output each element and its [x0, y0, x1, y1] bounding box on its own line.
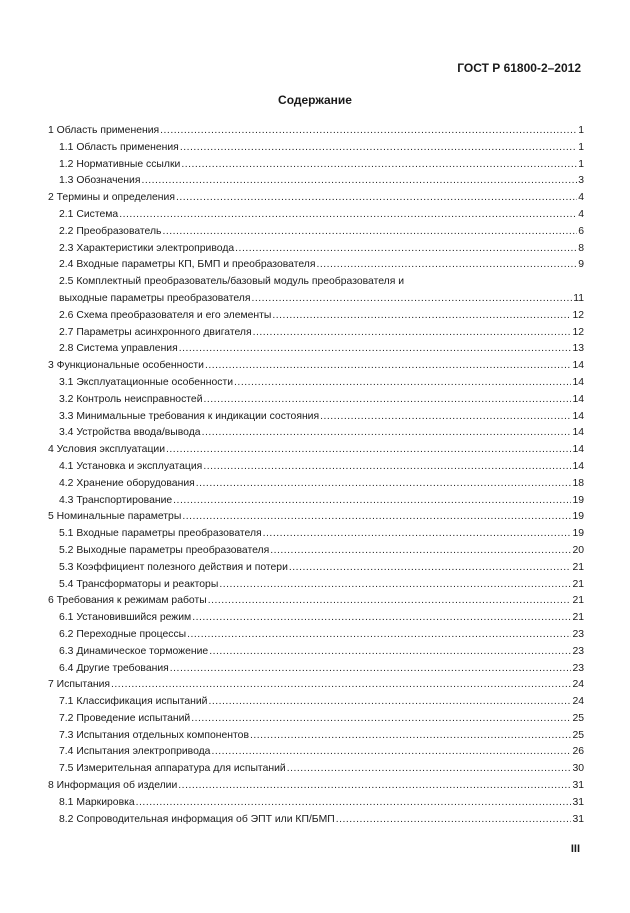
dot-leader [178, 778, 571, 795]
toc-entry-label: 8.1 Маркировка [59, 796, 135, 808]
toc-entry[interactable] [59, 257, 584, 274]
dot-leader [270, 543, 571, 560]
toc-entry-page: 4 [578, 208, 584, 220]
toc-entry-page: 14 [572, 410, 584, 422]
toc-entry-label: 7.3 Испытания отдельных компонентов [59, 729, 249, 741]
toc-entry-page: 21 [572, 561, 584, 573]
dot-leader [136, 795, 572, 812]
toc-entry-page: 25 [572, 712, 584, 724]
toc-entry-label: 4.2 Хранение оборудования [59, 477, 195, 489]
toc-entry-label: 2.4 Входные параметры КП, БМП и преобразователя [59, 259, 316, 271]
toc-entry-page: 21 [572, 612, 584, 624]
toc-entry[interactable] [48, 593, 584, 610]
toc-entry-label: 2.3 Характеристики электропривода [59, 242, 235, 254]
toc-entry-page: 9 [578, 259, 584, 271]
toc-entry-label: 3.2 Контроль неисправностей [59, 393, 203, 405]
toc-entry[interactable] [59, 308, 584, 325]
toc-entry[interactable] [59, 493, 584, 510]
dot-leader [203, 459, 571, 476]
dot-leader [187, 627, 571, 644]
toc-entry[interactable] [59, 543, 584, 560]
dot-leader [192, 610, 571, 627]
toc-entry[interactable] [59, 812, 584, 829]
toc-entry[interactable] [59, 761, 584, 778]
toc-entry[interactable] [59, 744, 584, 761]
toc-entry-page: 19 [572, 494, 584, 506]
page-number: III [570, 843, 580, 855]
dot-leader [176, 190, 577, 207]
dot-leader [196, 476, 572, 493]
toc-entry[interactable] [59, 627, 584, 644]
toc-entry[interactable] [59, 526, 584, 543]
toc-entry-page: 14 [572, 360, 584, 372]
toc-entry-label: 8.2 Сопроводительная информация об ЭПТ или КП/БМП [59, 813, 335, 825]
toc-entry-page: 23 [572, 662, 584, 674]
toc-entry-label: 1.1 Область применения [59, 141, 179, 153]
toc-entry[interactable] [59, 694, 584, 711]
dot-leader [234, 375, 571, 392]
toc-entry[interactable] [59, 173, 584, 190]
toc-entry[interactable] [59, 325, 584, 342]
toc-entry-page: 23 [572, 628, 584, 640]
toc-entry-page: 31 [572, 780, 584, 792]
toc-entry-page: 4 [578, 192, 584, 204]
toc-entry-label-line1: 2.5 Комплектный преобразователь/базовый модуль преобразователя и [59, 276, 405, 288]
toc-entry[interactable] [48, 358, 584, 375]
toc-entry-page: 14 [572, 444, 584, 456]
toc-entry-page: 12 [572, 309, 584, 321]
toc-entry[interactable] [48, 190, 584, 207]
toc-entry[interactable] [59, 241, 584, 258]
toc-entry-label: 1.3 Обозначения [59, 175, 141, 187]
toc-entry-page: 11 [573, 292, 584, 304]
dot-leader [181, 157, 577, 174]
toc-entry[interactable] [59, 476, 584, 493]
toc-entry-page: 30 [572, 763, 584, 775]
toc-entry[interactable] [48, 509, 584, 526]
toc-entry-page: 14 [572, 393, 584, 405]
toc-entry-label: 1.2 Нормативные ссылки [59, 158, 181, 170]
dot-leader [204, 392, 572, 409]
toc-entry[interactable] [59, 140, 584, 157]
dot-leader [208, 593, 572, 610]
toc-entry[interactable] [59, 207, 584, 224]
dot-leader [316, 257, 577, 274]
dot-leader [211, 744, 571, 761]
toc-entry-label: 7.2 Проведение испытаний [59, 712, 191, 724]
toc-entry-page: 1 [578, 141, 584, 153]
dot-leader [202, 425, 572, 442]
toc-entry-label: 2.2 Преобразователь [59, 225, 162, 237]
dot-leader [170, 661, 572, 678]
toc-entry[interactable] [59, 459, 584, 476]
toc-entry-page: 18 [572, 477, 584, 489]
dot-leader [173, 493, 571, 510]
toc-entry[interactable] [59, 711, 584, 728]
dot-leader [253, 325, 572, 342]
dot-leader [289, 560, 572, 577]
toc-entry-label: 1 Область применения [48, 125, 160, 136]
toc-entry-label: 5.3 Коэффициент полезного действия и потери [59, 561, 288, 573]
toc-entry-label: 8 Информация об изделии [48, 780, 178, 792]
toc-entry-label: 5.2 Выходные параметры преобразователя [59, 544, 270, 556]
dot-leader [162, 224, 577, 241]
toc-entry-label: 4 Условия эксплуатации [48, 444, 166, 456]
dot-leader [160, 123, 577, 140]
dot-leader [205, 358, 571, 375]
toc-entry-page: 8 [578, 242, 584, 254]
toc-entry-page: 24 [572, 696, 584, 708]
toc-entry-label: 2.1 Система [59, 208, 119, 220]
toc-entry-label: 7.4 Испытания электропривода [59, 746, 211, 758]
toc-entry-label: 6.3 Динамическое торможение [59, 645, 209, 657]
toc-entry-label: 3 Функциональные особенности [48, 360, 204, 372]
toc-entry-page: 19 [572, 511, 584, 523]
toc-entry-label: 5 Номинальные параметры [48, 511, 182, 523]
dot-leader [166, 442, 571, 459]
dot-leader [209, 644, 571, 661]
dot-leader [219, 577, 571, 594]
toc-entry-page: 21 [572, 595, 584, 607]
toc-entry-label: 4.1 Установка и эксплуатация [59, 460, 203, 472]
toc-entry[interactable] [59, 577, 584, 594]
dot-leader [208, 694, 571, 711]
toc-entry-label: выходные параметры преобразователя [59, 292, 251, 304]
toc-entry-page: 20 [572, 544, 584, 556]
toc-entry-label: 4.3 Транспортирование [59, 494, 173, 506]
toc-entry-label: 6.4 Другие требования [59, 662, 169, 674]
dot-leader [191, 711, 571, 728]
toc-entry-page: 6 [578, 225, 584, 237]
toc-entry[interactable] [59, 409, 584, 426]
dot-leader [235, 241, 577, 258]
toc-entry-label: 7.1 Классификация испытаний [59, 696, 208, 708]
toc-entry-label: 2.6 Схема преобразователя и его элементы [59, 309, 272, 321]
toc-entry[interactable] [59, 644, 584, 661]
dot-leader [287, 761, 572, 778]
dot-leader [252, 291, 573, 308]
toc-entry-label: 3.1 Эксплуатационные особенности [59, 376, 234, 388]
toc-entry-label: 6 Требования к режимам работы [48, 595, 207, 607]
toc-entry-page: 26 [572, 746, 584, 758]
toc-entry[interactable] [59, 425, 584, 442]
toc-entry[interactable] [48, 123, 584, 140]
dot-leader [182, 509, 571, 526]
document-id: ГОСТ Р 61800-2–2012 [457, 61, 581, 75]
toc-entry[interactable] [48, 778, 584, 795]
dot-leader [336, 812, 572, 829]
toc-entry[interactable] [48, 442, 584, 459]
toc-entry-page: 14 [572, 427, 584, 439]
toc-entry[interactable] [59, 375, 584, 392]
toc-entry[interactable] [59, 728, 584, 745]
dot-leader [250, 728, 571, 745]
toc-entry-page: 1 [578, 158, 584, 170]
toc-entry[interactable] [59, 392, 584, 409]
table-of-contents [48, 123, 584, 828]
dot-leader [320, 409, 571, 426]
toc-entry[interactable] [59, 157, 584, 174]
toc-entry[interactable] [59, 341, 584, 358]
dot-leader [180, 140, 577, 157]
toc-entry-label: 5.1 Входные параметры преобразователя [59, 528, 262, 540]
toc-entry-label: 2.8 Система управления [59, 343, 178, 355]
toc-entry[interactable] [59, 661, 584, 678]
toc-entry[interactable] [59, 274, 584, 308]
toc-entry-label: 7.5 Измерительная аппаратура для испытаний [59, 763, 286, 775]
toc-entry[interactable] [59, 795, 584, 812]
toc-entry-page: 13 [572, 343, 584, 355]
toc-entry-label: 2.7 Параметры асинхронного двигателя [59, 326, 252, 338]
dot-leader [179, 341, 572, 358]
toc-entry-label: 2 Термины и определения [48, 192, 175, 204]
toc-entry-page: 21 [572, 578, 584, 590]
toc-entry[interactable] [59, 610, 584, 627]
toc-entry-page: 3 [578, 175, 584, 187]
toc-entry-page: 25 [572, 729, 584, 741]
toc-entry-page: 24 [572, 679, 584, 691]
toc-entry-page: 31 [572, 813, 584, 825]
toc-entry-label: 6.2 Переходные процессы [59, 628, 187, 640]
page-title: Содержание [278, 93, 352, 107]
toc-entry-label: 3.4 Устройства ввода/вывода [59, 427, 201, 439]
toc-entry-label: 6.1 Установившийся режим [59, 612, 192, 624]
dot-leader [272, 308, 571, 325]
toc-entry-page: 12 [572, 326, 584, 338]
dot-leader [119, 207, 577, 224]
toc-entry-page: 1 [578, 125, 584, 136]
dot-leader [141, 173, 577, 190]
toc-entry-label: 7 Испытания [48, 679, 111, 691]
toc-entry[interactable] [59, 560, 584, 577]
toc-entry-page: 31 [572, 796, 584, 808]
dot-leader [111, 677, 571, 694]
toc-entry-label: 5.4 Трансформаторы и реакторы [59, 578, 219, 590]
toc-entry-page: 19 [572, 528, 584, 540]
toc-entry[interactable] [48, 677, 584, 694]
toc-entry-label: 3.3 Минимальные требования к индикации состояния [59, 410, 320, 422]
toc-entry[interactable] [59, 224, 584, 241]
toc-entry-page: 14 [572, 460, 584, 472]
toc-entry-page: 14 [572, 376, 584, 388]
toc-entry-page: 23 [572, 645, 584, 657]
dot-leader [263, 526, 572, 543]
